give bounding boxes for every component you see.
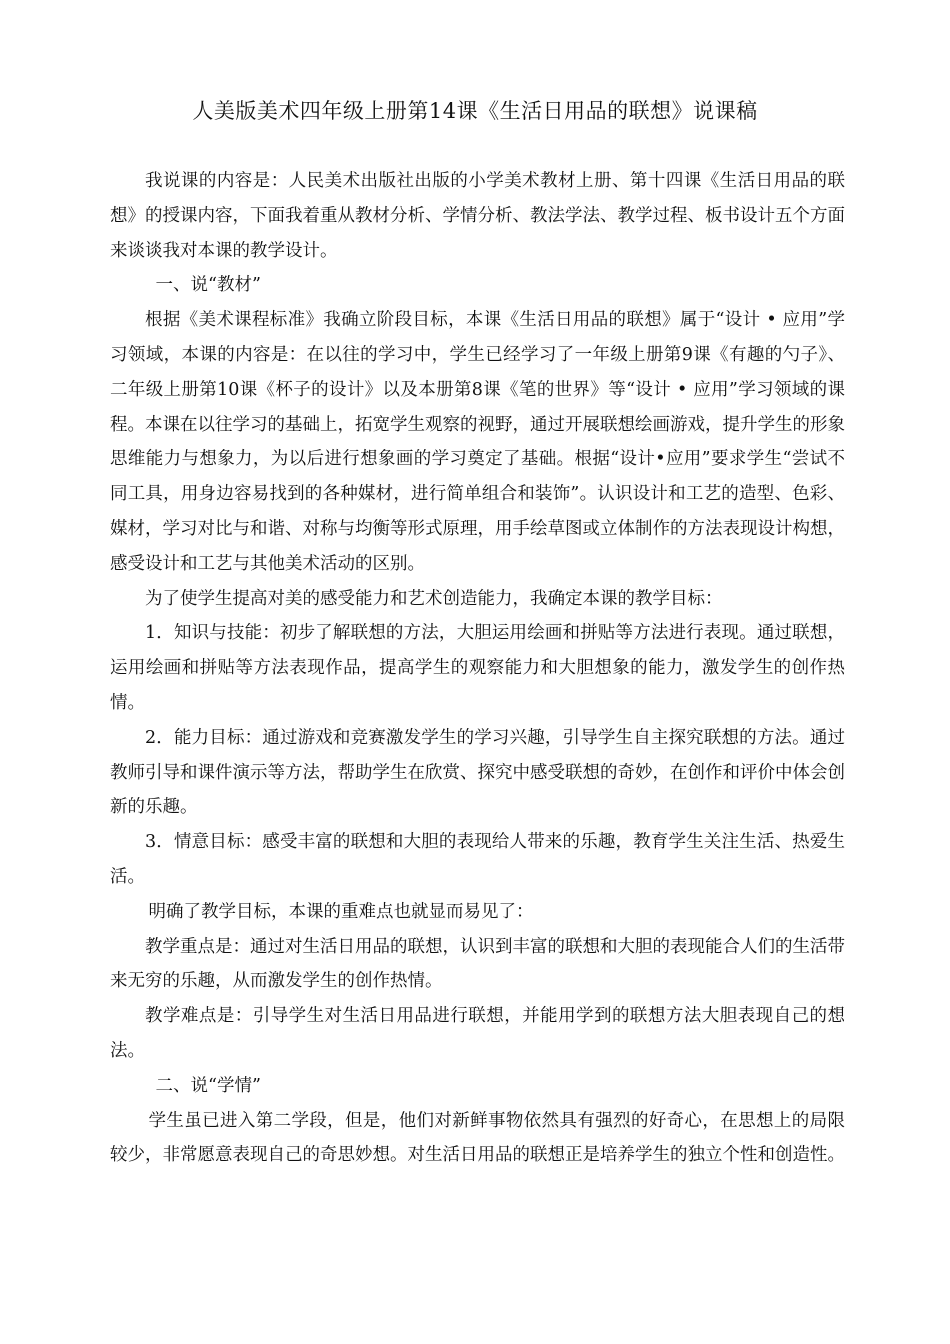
paragraph-students: 学生虽已进入第二学段，但是，他们对新鲜事物依然具有强烈的好奇心，在思想上的局限较少，非常愿意表现自己的奇思妙想。对生活日用品的联想正是培养学生的独立个性和创造性。 [110,1110,845,1166]
paragraph-key-point: 教学重点是：通过对生活日用品的联想，认识到丰富的联想和大胆的表现能合人们的生活带来无穷的乐趣，从而激发学生的创作热情。 [110,936,845,992]
paragraph-intro: 我说课的内容是：人民美术出版社出版的小学美术教材上册、第十四课《生活日用品的联想》的授课内容，下面我着重从教材分析、学情分析、教法学法、教学过程、板书设计五个方面来谈谈我对本课的教学设计。 [110,171,845,261]
paragraph-goals-intro: 为了使学生提高对美的感受能力和艺术创造能力，我确定本课的教学目标： [145,588,723,609]
paragraph-goal-3: 3．情意目标：感受丰富的联想和大胆的表现给人带来的乐趣，教育学生关注生活、热爱生活。 [110,832,845,887]
document-title: 人美版美术四年级上册第14课《生活日用品的联想》说课稿 [192,99,758,123]
paragraph-goal-1: 1．知识与技能：初步了解联想的方法，大胆运用绘画和拼贴等方法进行表现。通过联想，运用绘画和拼贴等方法表现作品，提高学生的观察能力和大胆想象的能力，激发学生的创作热情。 [110,623,845,713]
paragraph-goal-2: 2．能力目标：通过游戏和竞赛激发学生的学习兴趣，引导学生自主探究联想的方法。通过教师引导和课件演示等方法，帮助学生在欣赏、探究中感受联想的奇妙，在创作和评价中体会创新的乐趣。 [110,727,845,818]
paragraph-key-intro: 明确了教学目标，本课的重难点也就显而易见了： [148,901,534,922]
section-heading-textbook: 一、说“教材” [155,275,261,296]
paragraph-difficulty: 教学难点是：引导学生对生活日用品进行联想，并能用学到的联想方法大胆表现自己的想法。 [110,1006,845,1061]
document-body [110,164,845,1173]
section-heading-students: 二、说“学情” [155,1075,261,1096]
paragraph-textbook: 根据《美术课程标准》我确立阶段目标，本课《生活日用品的联想》属于“设计 • 应用”学习领域，本课的内容是：在以往的学习中，学生已经学习了一年级上册第9课《有趣的勺子》、二年级上册第10课《杯子的设计》以及本册第8课《笔的世界》等“设计 • 应用”学习领域的课程。本课在以往学习的基础上，拓宽学生观察的视野，通过开展联想绘画游戏，提升学生的形象思维能力与想象力，为以后进行想象画的学习奠定了基础。根据“设计•应用”要求学生“尝试不同工具，用身边容易找到的各种媒材，进行简单组合和装饰”。认识设计和工艺的造型、色彩、媒材，学习对比与和谐、对称与均衡等形式原理，用手绘草图或立体制作的方法表现设计构想，感受设计和工艺与其他美术活动的区别。 [110,310,845,574]
